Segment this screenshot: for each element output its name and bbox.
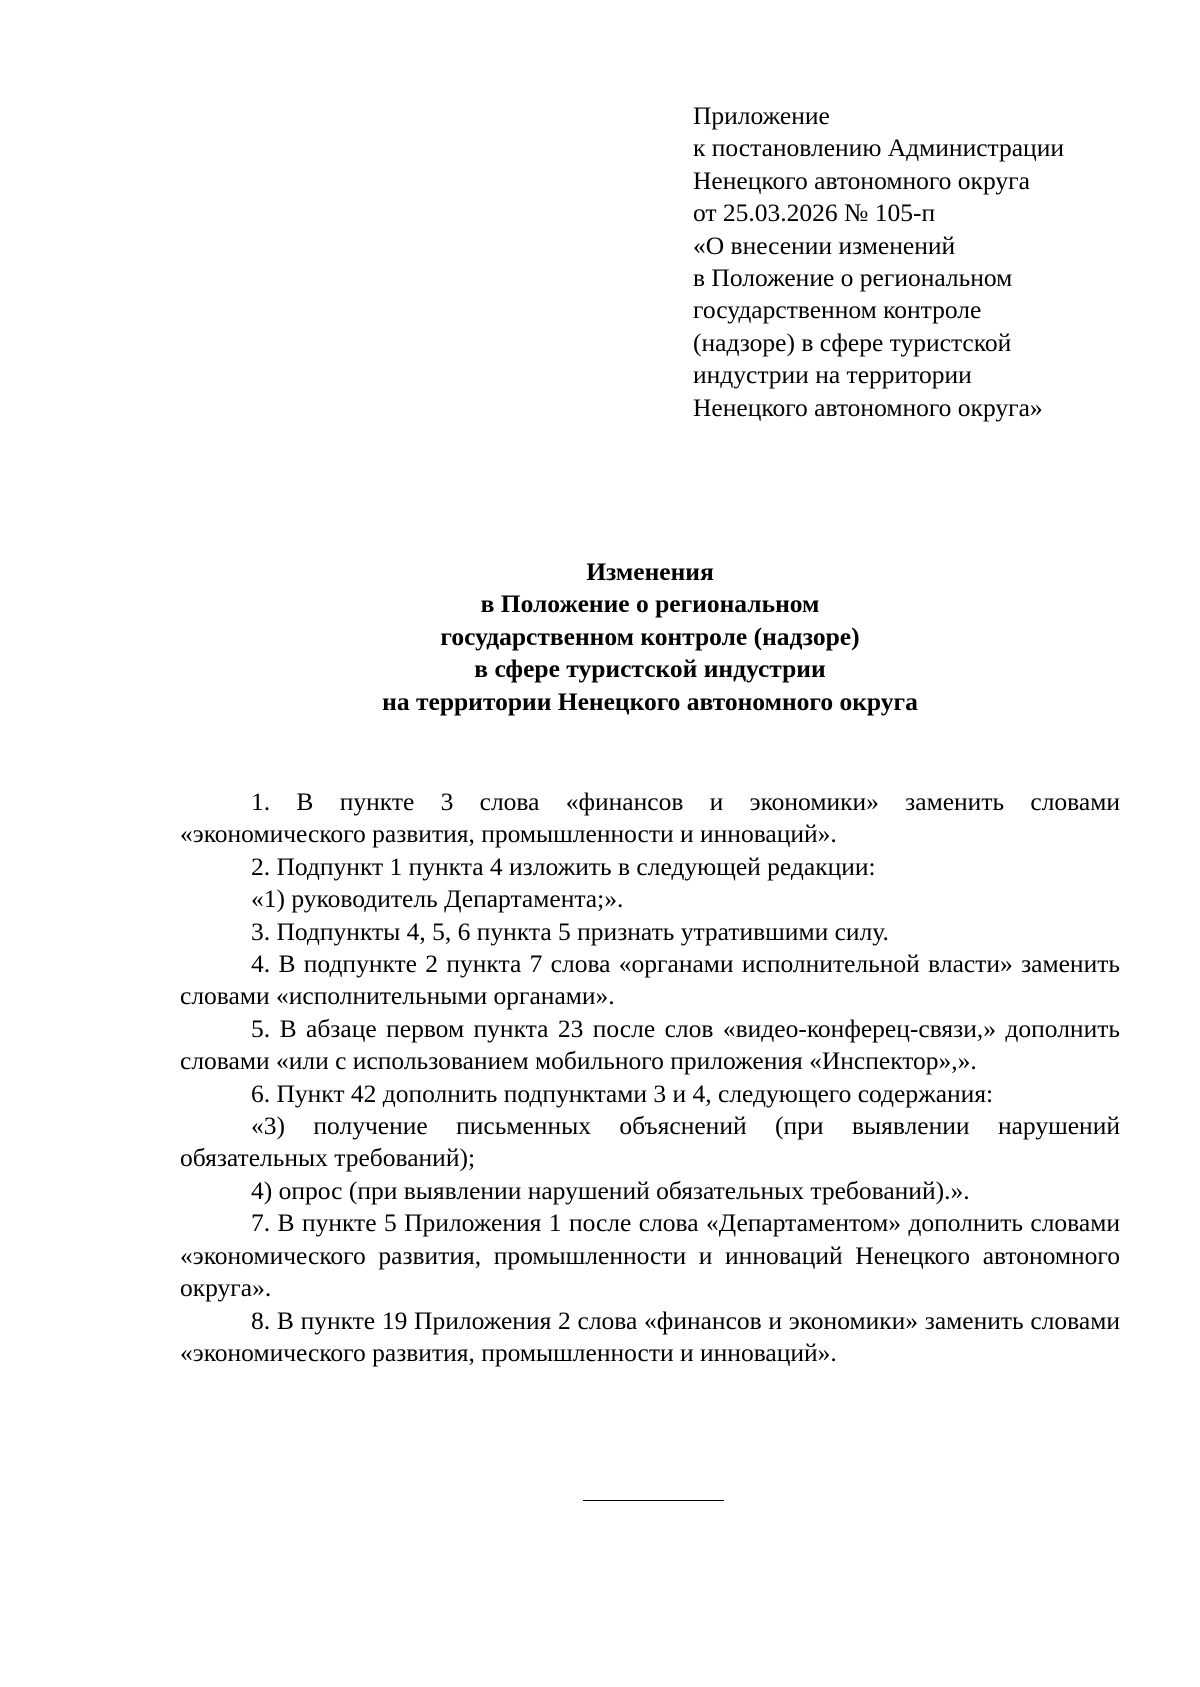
document-title bbox=[180, 556, 1120, 718]
appendix-line: от 25.03.2026 № 105-п bbox=[693, 198, 936, 228]
amendment-item-2: 2. Подпункт 1 пункта 4 изложить в следующей редакции: bbox=[251, 851, 876, 881]
title-line: на территории Ненецкого автономного округа bbox=[382, 686, 918, 716]
title-line: в сфере туристской индустрии bbox=[474, 654, 826, 684]
appendix-line: индустрии на территории bbox=[693, 360, 972, 390]
title-line: Изменения bbox=[586, 557, 714, 586]
amendment-item-2-text: «1) руководитель Департамента;». bbox=[251, 884, 624, 914]
appendix-line: Ненецкого автономного округа» bbox=[693, 392, 1043, 422]
amendment-item-4: 4. В подпункте 2 пункта 7 слова «органами исполнительной власти» заменить словами «исполнительными органами». bbox=[180, 949, 1120, 1011]
appendix-line: в Положение о региональном bbox=[693, 263, 1013, 293]
amendment-item-1: 1. В пункте 3 слова «финансов и экономики» заменить словами «экономического развития, промышленности и инноваций». bbox=[180, 787, 1120, 849]
title-line: в Положение о региональном bbox=[480, 589, 820, 619]
appendix-line: Приложение bbox=[693, 101, 830, 130]
appendix-line: государственном контроле bbox=[693, 295, 982, 325]
amendment-item-5: 5. В абзаце первом пункта 23 после слов «видео-конферец-связи,» дополнить словами «или с использованием мобильного приложения «Инспектор»,». bbox=[180, 1013, 1120, 1076]
amendment-item-7: 7. В пункте 5 Приложения 1 после слова «Департаментом» дополнить словами «экономического развития, промышленности и инноваций Ненецкого автономного округа». bbox=[180, 1208, 1120, 1303]
amendment-item-8: 8. В пункте 19 Приложения 2 слова «финансов и экономики» заменить словами «экономического развития, промышленности и инноваций». bbox=[180, 1305, 1120, 1367]
amendment-item-6-sub-3: «3) получение письменных объяснений (при выявлении нарушений обязательных требований); bbox=[180, 1111, 1120, 1173]
appendix-line: Ненецкого автономного округа bbox=[693, 165, 1030, 195]
amendment-item-6-sub-4: 4) опрос (при выявлении нарушений обязательных требований).». bbox=[251, 1175, 970, 1205]
amendment-item-3: 3. Подпункты 4, 5, 6 пункта 5 признать утратившими силу. bbox=[251, 916, 889, 946]
appendix-line: (надзоре) в сфере туристской bbox=[693, 327, 1012, 357]
title-line: государственном контроле (надзоре) bbox=[440, 621, 860, 651]
appendix-line: к постановлению Администрации bbox=[693, 133, 1064, 163]
end-divider bbox=[583, 1500, 724, 1501]
appendix-block bbox=[693, 100, 1163, 424]
amendment-item-6: 6. Пункт 42 дополнить подпунктами 3 и 4, следующего содержания: bbox=[251, 1078, 994, 1108]
appendix-line: «О внесении изменений bbox=[693, 230, 956, 260]
document-body bbox=[180, 786, 1120, 1369]
